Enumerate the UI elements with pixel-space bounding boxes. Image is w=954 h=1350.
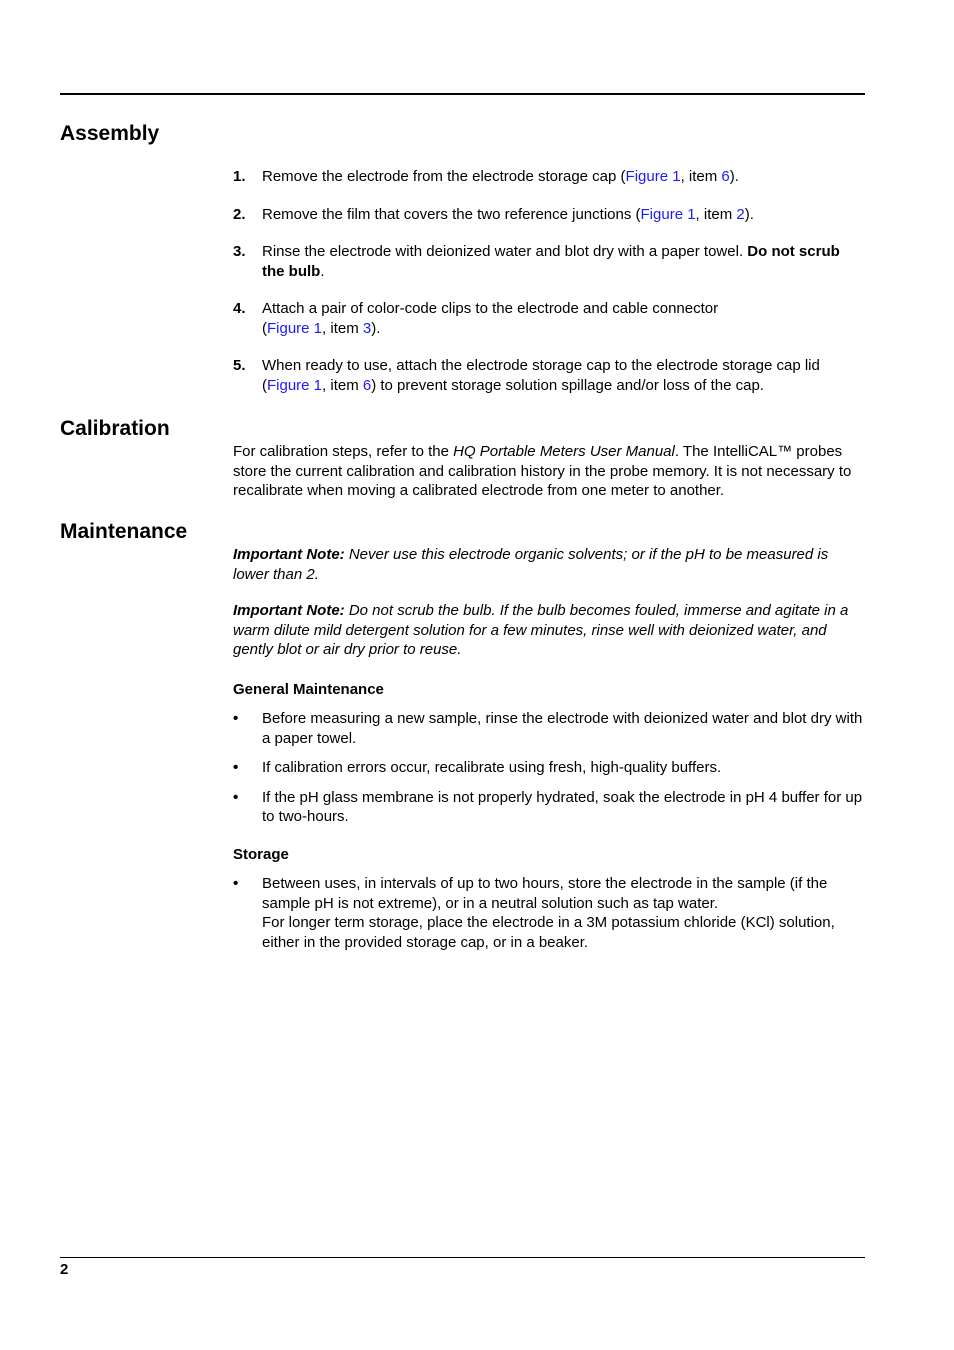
assembly-heading: Assembly xyxy=(60,122,160,145)
calibration-heading: Calibration xyxy=(60,417,170,440)
step-text: ). xyxy=(744,205,754,223)
assembly-steps xyxy=(233,167,865,413)
step-number: 5. xyxy=(233,357,246,374)
storage-heading: Storage xyxy=(233,845,289,863)
item-link[interactable]: 6 xyxy=(362,376,372,394)
calibration-text: . The IntelliCAL™ probes store the current calibration and calibration history in the probe memory. It is not necessary to recalibrate when moving a calibrated electrode from one meter to another. xyxy=(233,443,852,499)
assembly-step xyxy=(233,356,865,395)
step-number: 2. xyxy=(233,205,246,223)
step-text: , item xyxy=(695,205,737,223)
list-item-text: If the pH glass membrane is not properly hydrated, soak the electrode in pH 4 buffer for up to two-hours. xyxy=(262,788,863,825)
item-link[interactable]: 3 xyxy=(362,319,372,337)
step-text: . xyxy=(320,262,325,280)
list-item xyxy=(233,788,865,827)
step-text: , item xyxy=(322,376,363,394)
figure-link[interactable]: Figure 1 xyxy=(267,319,323,337)
calibration-paragraph xyxy=(233,442,865,501)
step-text: Remove the electrode from the electrode storage cap ( xyxy=(262,168,626,185)
step-text: Rinse the electrode with deionized water and blot dry with a paper towel. xyxy=(262,243,748,260)
step-number: 1. xyxy=(233,168,246,185)
calibration-body xyxy=(233,442,865,501)
note-text: Never use this electrode organic solvents; or if the pH to be measured is lower than 2. xyxy=(233,546,829,583)
step-text: , item xyxy=(322,319,363,337)
bullet-icon: • xyxy=(233,710,239,727)
step-text: ). xyxy=(371,319,381,337)
list-item xyxy=(233,758,865,778)
list-item xyxy=(233,874,865,952)
list-item xyxy=(233,709,865,748)
manual-title: HQ Portable Meters User Manual xyxy=(453,443,675,460)
assembly-step xyxy=(233,299,865,338)
item-link[interactable]: 2 xyxy=(736,205,745,223)
storage-list xyxy=(233,874,865,952)
assembly-step xyxy=(233,167,865,187)
header-rule xyxy=(60,93,865,95)
bullet-icon: • xyxy=(233,875,239,892)
step-text: ( xyxy=(262,319,267,337)
list-item-text: For longer term storage, place the electrode in a 3M potassium chloride (KCl) solution, either in the provided storage cap, or in a beaker. xyxy=(262,914,835,951)
note-text: Do not scrub the bulb. If the bulb becomes fouled, immerse and agitate in a warm dilute mild detergent solution for a few minutes, rinse well with deionized water, and gently blot or air dry prior to reuse. xyxy=(233,602,849,658)
step-text: Attach a pair of color-code clips to the electrode and cable connector xyxy=(262,300,719,317)
note-label: Important Note: xyxy=(233,602,345,619)
step-emphasis: Do not scrub the bulb xyxy=(262,243,840,280)
assembly-step xyxy=(233,205,865,225)
page-number: 2 xyxy=(60,1261,69,1278)
bullet-icon: • xyxy=(233,759,239,776)
maintenance-heading: Maintenance xyxy=(60,520,188,543)
general-maintenance-list xyxy=(233,709,865,827)
step-text: When ready to use, attach the electrode storage cap to the electrode storage cap lid ( xyxy=(262,357,820,394)
step-text: ). xyxy=(729,168,739,185)
step-number: 4. xyxy=(233,300,246,317)
general-maintenance-heading: General Maintenance xyxy=(233,680,384,698)
list-item-text: If calibration errors occur, recalibrate using fresh, high-quality buffers. xyxy=(262,759,722,776)
figure-link[interactable]: Figure 1 xyxy=(640,205,696,223)
maintenance-body xyxy=(233,545,865,962)
important-note xyxy=(233,601,865,660)
calibration-text: For calibration steps, refer to the xyxy=(233,443,454,460)
important-note xyxy=(233,545,865,584)
figure-link[interactable]: Figure 1 xyxy=(267,376,323,394)
note-label: Important Note: xyxy=(233,546,345,563)
step-number: 3. xyxy=(233,243,246,260)
list-item-text: Before measuring a new sample, rinse the electrode with deionized water and blot dry with a paper towel. xyxy=(262,710,863,747)
step-text: ) to prevent storage solution spillage and/or loss of the cap. xyxy=(371,376,764,394)
step-text: Remove the film that covers the two reference junctions ( xyxy=(262,205,641,223)
footer-rule xyxy=(60,1257,865,1258)
assembly-step xyxy=(233,242,865,281)
list-item-text: Between uses, in intervals of up to two hours, store the electrode in the sample (if the sample pH is not extreme), or in a neutral solution such as tap water. xyxy=(262,875,828,912)
bullet-icon: • xyxy=(233,788,239,806)
item-link[interactable]: 6 xyxy=(721,168,730,185)
step-text: , item xyxy=(680,168,722,185)
figure-link[interactable]: Figure 1 xyxy=(625,168,681,185)
